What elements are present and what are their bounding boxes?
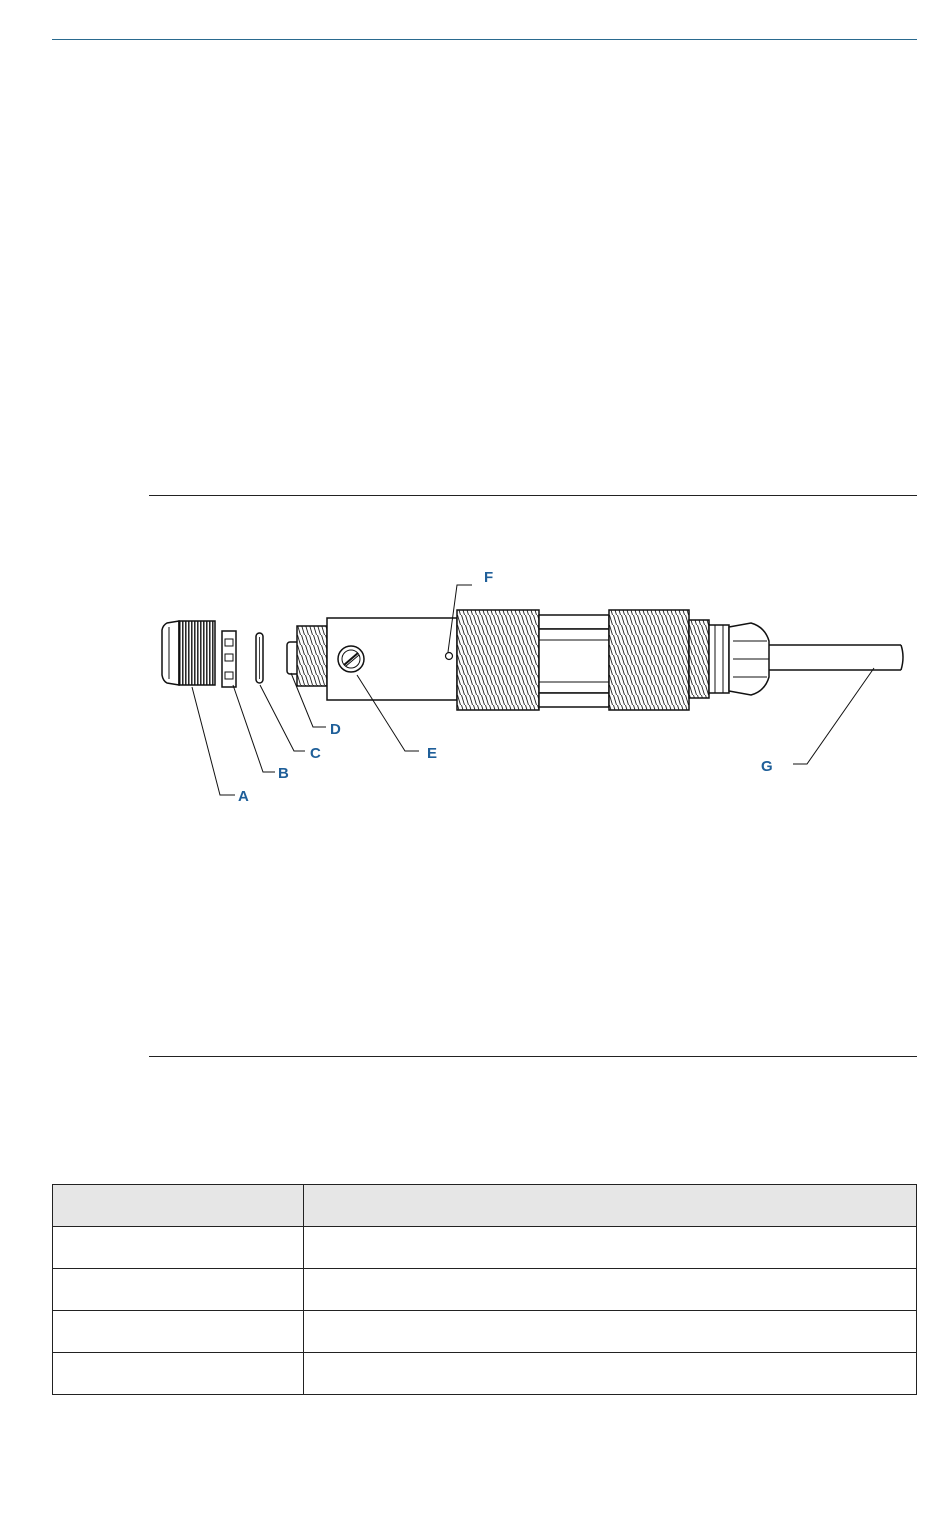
sensor-exploded-view-drawing (149, 555, 919, 805)
callout-b: B (278, 765, 289, 782)
callout-a: A (238, 788, 249, 805)
table-row (53, 1227, 917, 1269)
table-cell (53, 1311, 304, 1353)
table-cell (304, 1269, 917, 1311)
table-row (53, 1269, 917, 1311)
callout-d: D (330, 721, 341, 738)
table-header-cell (304, 1185, 917, 1227)
table-header-row (53, 1185, 917, 1227)
retaining-ring-part (222, 631, 236, 687)
sensor-exploded-view-figure (149, 555, 919, 805)
table-cell (304, 1353, 917, 1395)
callout-c: C (310, 745, 321, 762)
sensor-body-part (327, 610, 769, 710)
figure-bottom-rule (149, 1056, 917, 1057)
parts-table (52, 1184, 917, 1395)
cable-part (769, 645, 903, 670)
callout-f: F (484, 569, 494, 586)
table-cell (53, 1227, 304, 1269)
table-cell (53, 1353, 304, 1395)
table-header-cell (53, 1185, 304, 1227)
knurled-cap-part (162, 621, 215, 685)
table-cell (304, 1227, 917, 1269)
callout-g: G (761, 758, 773, 775)
callout-e: E (427, 745, 438, 762)
table-row (53, 1353, 917, 1395)
o-ring-part (256, 633, 263, 683)
table-cell (53, 1269, 304, 1311)
header-rule (52, 39, 917, 40)
table-cell (304, 1311, 917, 1353)
table-row (53, 1311, 917, 1353)
figure-top-rule (149, 495, 917, 496)
